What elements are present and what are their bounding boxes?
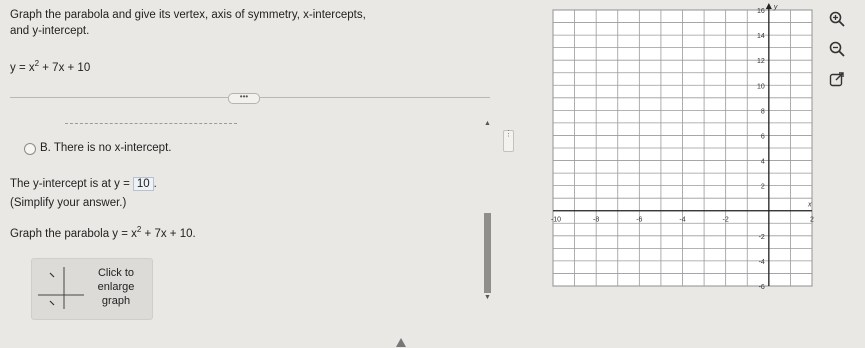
scroll-down-arrow[interactable]: ▼ (484, 294, 491, 301)
y-tick-label: 14 (757, 33, 765, 41)
mini-graph-icon (36, 265, 86, 311)
scroll-up-arrow[interactable]: ▲ (484, 120, 491, 127)
y-tick-label: 2 (760, 183, 765, 191)
y-intercept-answer-input[interactable]: 10 (133, 177, 154, 191)
instructions-line-1: Graph the parabola and give its vertex, axis of symmetry, x-intercepts, (10, 9, 366, 21)
y-tick-label: -4 (758, 258, 765, 266)
y-tick-label: 4 (760, 158, 765, 166)
panel-resize-handle[interactable]: ⋮ (503, 130, 514, 152)
cut-off-option-text (65, 123, 237, 124)
more-options-button[interactable]: ••• (228, 93, 260, 104)
y-tick-label: 6 (760, 133, 765, 141)
x-tick-label: -10 (550, 216, 562, 224)
y-tick-label: 10 (757, 83, 765, 91)
zoom-out-icon[interactable] (826, 38, 848, 60)
equation (10, 59, 91, 74)
y-intercept-prefix: The y-intercept is at y = (10, 178, 130, 190)
y-tick-label: 8 (760, 108, 765, 116)
y-axis-arrow (766, 3, 772, 9)
instructions-line-2: and y-intercept. (10, 25, 90, 37)
x-axis-label: x (808, 201, 812, 209)
y-tick-label: 16 (757, 8, 765, 15)
x-tick-label: -4 (679, 216, 686, 224)
scrollbar-thumb[interactable] (484, 213, 491, 293)
enlarge-graph-button[interactable] (31, 258, 153, 320)
zoom-in-icon[interactable] (826, 8, 848, 30)
enlarge-line-2: enlarge (97, 281, 135, 293)
mouse-cursor-icon (396, 338, 406, 347)
graph-prompt-rest: + 7x + 10. (141, 228, 196, 240)
option-b-label[interactable]: B. There is no x-intercept. (40, 142, 172, 154)
coordinate-graph[interactable] (545, 2, 820, 294)
equation-rest: + 7x + 10 (39, 62, 91, 74)
enlarge-line-1: Click to (97, 267, 135, 279)
y-tick-label: -2 (758, 233, 765, 241)
simplify-note: (Simplify your answer.) (10, 197, 127, 209)
y-tick-label: 12 (757, 58, 765, 66)
y-tick-label: -6 (758, 284, 765, 291)
x-tick-label: 2 (810, 216, 814, 224)
equation-exponent: 2 (34, 59, 40, 68)
y-intercept-suffix: . (153, 178, 157, 190)
graph-prompt-base: Graph the parabola y = x (10, 228, 137, 240)
option-b-radio[interactable] (24, 143, 36, 155)
x-tick-label: -8 (593, 216, 600, 224)
x-tick-label: -2 (722, 216, 729, 224)
equation-base: y = x (10, 62, 35, 74)
y-intercept-row (10, 177, 157, 191)
enlarge-label (90, 266, 142, 308)
x-tick-label: -6 (636, 216, 643, 224)
graph-prompt-exponent: 2 (136, 225, 142, 234)
enlarge-line-3: graph (101, 295, 131, 307)
graph-prompt (10, 225, 196, 240)
y-axis-label: y (773, 4, 778, 11)
popout-icon[interactable] (826, 68, 848, 90)
